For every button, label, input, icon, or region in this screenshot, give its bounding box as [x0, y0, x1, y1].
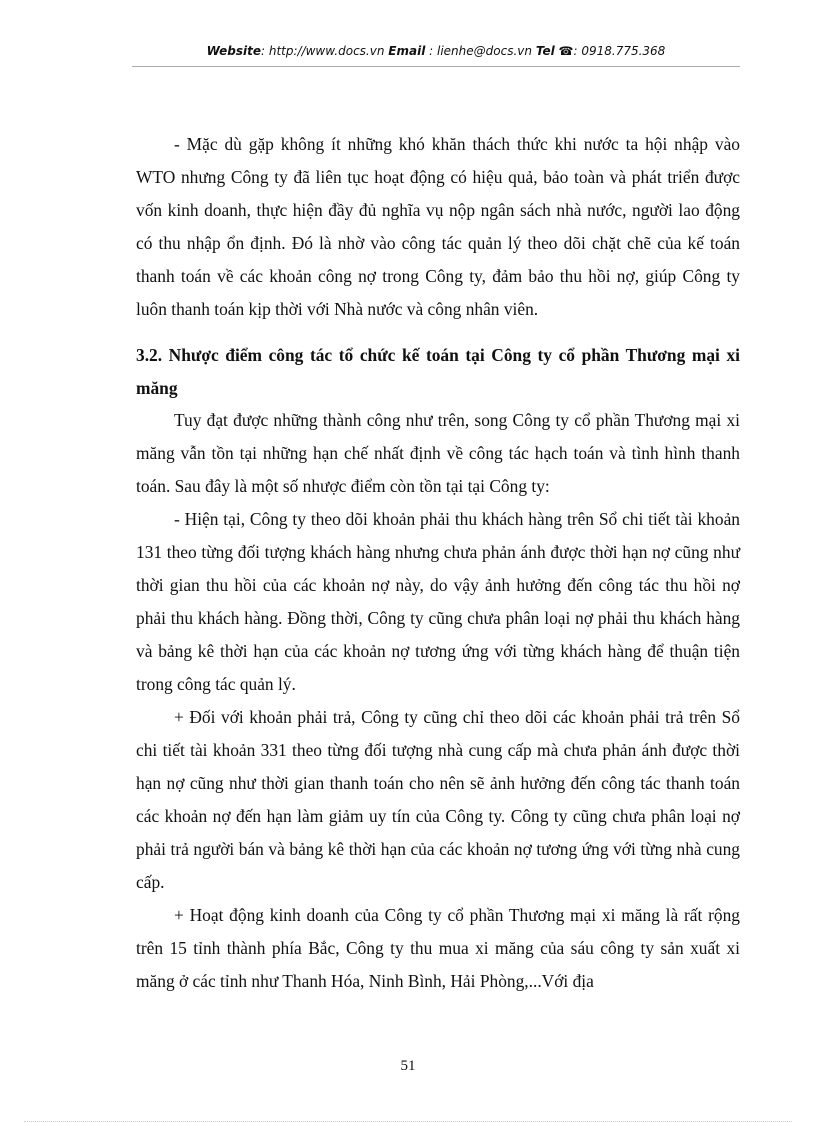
document-body — [136, 128, 740, 998]
page-header — [132, 44, 740, 58]
footer-divider — [24, 1121, 792, 1122]
paragraph-receivables: - Hiện tại, Công ty theo dõi khoản phải thu khách hàng trên Sổ chi tiết tài khoản 131 theo từng đối tượng khách hàng nhưng chưa phản ánh được thời hạn nợ cũng như thời gian thu hồi của các khoản nợ này, do vậy ảnh hưởng đến công tác thu hồi nợ phải thu khách hàng. Đồng thời, Công ty cũng chưa phân loại nợ phải thu khách hàng và bảng kê thời hạn của các khoản nợ tương ứng với từng khách hàng để thuận tiện trong công tác quản lý. — [136, 509, 740, 694]
header-divider — [132, 66, 740, 67]
section-heading: 3.2. Nhược điểm công tác tổ chức kế toán tại Công ty cổ phần Thương mại xi măng — [136, 345, 740, 398]
paragraph-business-scope: + Hoạt động kinh doanh của Công ty cổ phần Thương mại xi măng là rất rộng trên 15 tỉnh thành phía Bắc, Công ty thu mua xi măng của sáu công ty sản xuất xi măng ở các tỉnh như Thanh Hóa, Ninh Bình, Hải Phòng,...Với địa — [136, 905, 740, 991]
phone-icon: ☎ — [558, 44, 574, 58]
paragraph-intro: Tuy đạt được những thành công như trên, song Công ty cổ phần Thương mại xi măng vẫn tồn tại những hạn chế nhất định về công tác hạch toán và tình hình thanh toán. Sau đây là một số nhược điểm còn tồn tại tại Công ty: — [136, 410, 740, 496]
email-label: Email — [388, 44, 426, 58]
paragraph-advantages: - Mặc dù gặp không ít những khó khăn thách thức khi nước ta hội nhập vào WTO nhưng Công ty đã liên tục hoạt động có hiệu quả, bảo toàn và phát triển được vốn kinh doanh, thực hiện đầy đủ nghĩa vụ nộp ngân sách nhà nước, người lao động có thu nhập ổn định. Đó là nhờ vào công tác quản lý theo dõi chặt chẽ của kế toán thanh toán về các khoản công nợ trong Công ty, đảm bảo thu hồi nợ, giúp Công ty luôn thanh toán kịp thời với Nhà nước và công nhân viên. — [136, 134, 740, 319]
email-value: : lienhe@docs.vn — [429, 44, 532, 58]
website-value: : http://www.docs.vn — [261, 44, 385, 58]
website-label: Website — [206, 44, 261, 58]
paragraph-payables: + Đối với khoản phải trả, Công ty cũng chỉ theo dõi các khoản phải trả trên Sổ chi tiết tài khoản 331 theo từng đối tượng nhà cung cấp mà chưa phản ánh được thời hạn nợ cũng như thời gian thanh toán cho nên sẽ ảnh hưởng đến công tác thanh toán các khoản nợ đến hạn làm giảm uy tín của Công ty. Công ty cũng chưa phân loại nợ phải trả người bán và bảng kê thời hạn của các khoản nợ tương ứng với từng nhà cung cấp. — [136, 707, 740, 892]
tel-value: : 0918.775.368 — [573, 44, 666, 58]
page-number: 51 — [400, 1058, 416, 1074]
tel-label: Tel — [535, 44, 555, 58]
